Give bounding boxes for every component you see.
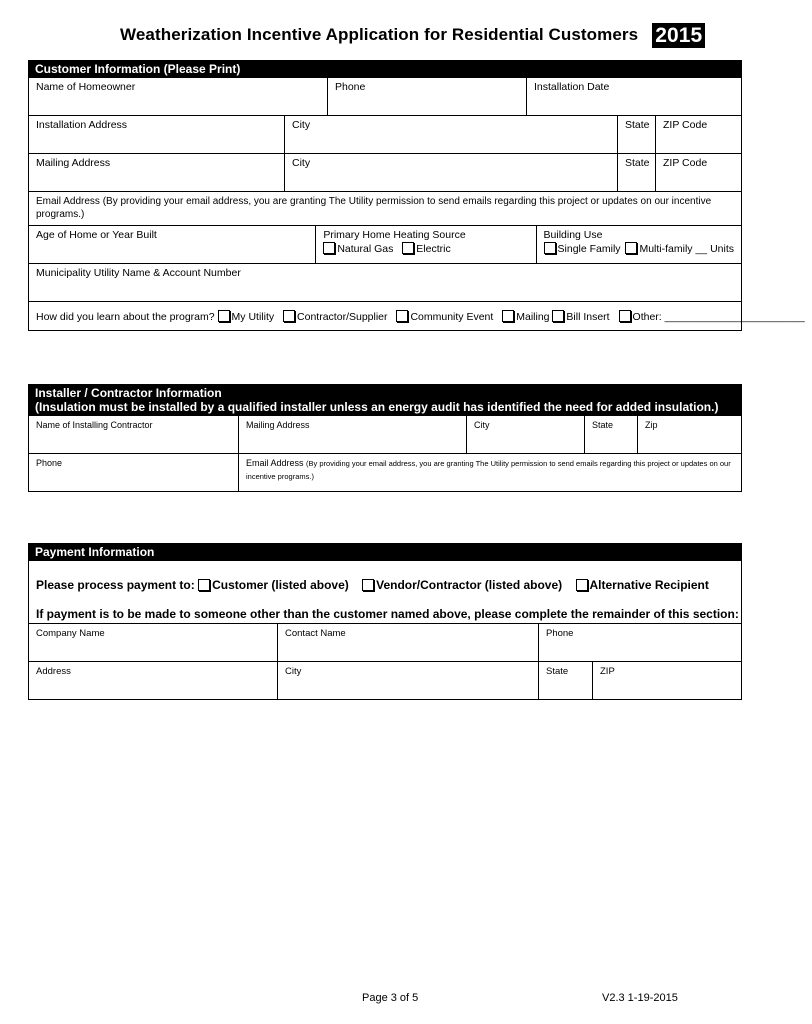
building-use-label: Building Use [543, 229, 603, 241]
my-utility-label: My Utility [231, 311, 275, 323]
customer-section-header: Customer Information (Please Print) [28, 60, 742, 78]
installation-date-label: Installation Date [534, 81, 610, 93]
single-family-label: Single Family [557, 243, 621, 255]
vendor-payment-checkbox[interactable] [362, 579, 374, 591]
installer-state-label: State [592, 420, 614, 430]
mailing-label: Mailing [516, 311, 550, 323]
payment-options-line [29, 561, 741, 592]
payment-address-field[interactable] [29, 662, 277, 699]
company-name-label: Company Name [36, 628, 105, 639]
municipality-label: Municipality Utility Name & Account Number [36, 267, 241, 279]
page-number: Page 3 of 5 [362, 992, 419, 1004]
contact-name-field[interactable] [277, 624, 538, 661]
name-of-homeowner-field[interactable] [29, 78, 327, 115]
multi-family-label: Multi-family __ Units [639, 243, 734, 255]
age-of-home-field[interactable] [29, 226, 315, 263]
contractor-supplier-label: Contractor/Supplier [297, 311, 388, 323]
mailing-city-field[interactable] [284, 154, 617, 191]
payment-state-label: State [546, 666, 569, 677]
installer-form-box [28, 416, 742, 492]
installation-date-field[interactable] [526, 78, 741, 115]
customer-row-1 [29, 78, 741, 115]
payment-zip-label: ZIP [600, 666, 615, 677]
installer-header-line1: Installer / Contractor Information [35, 386, 222, 400]
payment-city-label: City [285, 666, 302, 677]
other-checkbox[interactable] [619, 310, 631, 322]
mailing-zip-label: ZIP Code [663, 157, 708, 169]
installer-state-field[interactable] [584, 416, 637, 453]
process-payment-prompt: Please process payment to: [36, 578, 195, 592]
installer-mailing-address-field[interactable] [238, 416, 466, 453]
alternative-recipient-checkbox[interactable] [576, 579, 588, 591]
customer-payment-checkbox[interactable] [198, 579, 210, 591]
phone-field[interactable] [327, 78, 526, 115]
payment-row-2 [29, 661, 741, 699]
mailing-address-field[interactable] [29, 154, 284, 191]
installer-email-label: Email Address [246, 458, 304, 468]
installation-zip-label: ZIP Code [663, 119, 708, 131]
company-name-field[interactable] [29, 624, 277, 661]
phone-label: Phone [335, 81, 366, 93]
customer-form-box [28, 78, 805, 331]
learn-about-prompt: How did you learn about the program? [36, 311, 215, 323]
customer-row-6 [29, 263, 741, 301]
installation-zip-field[interactable] [655, 116, 741, 153]
installer-city-field[interactable] [466, 416, 584, 453]
email-address-field[interactable] [29, 192, 741, 225]
installation-address-label: Installation Address [36, 119, 128, 131]
installer-header-line2: (Insulation must be installed by a qualified installer unless an energy audit has identified the need for added insulation.) [35, 400, 719, 414]
learn-about-field [29, 302, 812, 330]
customer-row-5 [29, 225, 741, 263]
multi-family-checkbox[interactable] [625, 242, 637, 254]
installation-address-field[interactable] [29, 116, 284, 153]
customer-row-7 [29, 301, 805, 330]
installer-section [28, 384, 742, 492]
mailing-address-label: Mailing Address [36, 157, 111, 169]
heating-source-label: Primary Home Heating Source [323, 229, 466, 241]
installer-section-header [28, 384, 742, 416]
installer-mailing-address-label: Mailing Address [246, 420, 310, 430]
other-label[interactable]: Other: ________________________ [632, 311, 805, 323]
installer-zip-field[interactable] [637, 416, 741, 453]
payment-instruction: If payment is to be made to someone other than the customer named above, please complete the remainder of this section: [36, 607, 739, 621]
installer-email-field[interactable] [238, 454, 741, 491]
installer-phone-label: Phone [36, 458, 63, 468]
payment-options-area [28, 561, 742, 623]
my-utility-checkbox[interactable] [218, 310, 230, 322]
payment-state-field[interactable] [538, 662, 592, 699]
installer-email-note: (By providing your email address, you are granting The Utility permission to send emails regarding this project or updates on our incentive programs.) [246, 459, 731, 481]
payment-address-label: Address [36, 666, 71, 677]
bill-insert-label: Bill Insert [566, 311, 610, 323]
installer-row-2 [29, 453, 741, 491]
title-text: Weatherization Incentive Application for Residential Customers [120, 25, 639, 44]
payment-city-field[interactable] [277, 662, 538, 699]
version-label: V2.3 1-19-2015 [602, 992, 678, 1004]
heating-source-field [315, 226, 535, 263]
installation-city-label: City [292, 119, 311, 131]
payment-section [28, 543, 742, 700]
installing-contractor-label: Name of Installing Contractor [36, 420, 153, 430]
single-family-checkbox[interactable] [544, 242, 556, 254]
installer-phone-field[interactable] [29, 454, 238, 491]
installer-city-label: City [474, 420, 490, 430]
mailing-city-label: City [292, 157, 311, 169]
community-event-checkbox[interactable] [396, 310, 408, 322]
payment-phone-field[interactable] [538, 624, 741, 661]
installation-state-field[interactable] [617, 116, 655, 153]
municipality-field[interactable] [29, 264, 741, 301]
customer-row-3 [29, 153, 741, 191]
installation-state-label: State [625, 119, 650, 131]
customer-payment-label: Customer (listed above) [212, 578, 349, 592]
payment-zip-field[interactable] [592, 662, 741, 699]
installation-city-field[interactable] [284, 116, 617, 153]
mailing-state-label: State [625, 157, 650, 169]
installer-row-1 [29, 416, 741, 453]
electric-checkbox[interactable] [402, 242, 414, 254]
mailing-state-field[interactable] [617, 154, 655, 191]
installing-contractor-field[interactable] [29, 416, 238, 453]
age-of-home-label: Age of Home or Year Built [36, 229, 157, 241]
customer-row-2 [29, 115, 741, 153]
name-of-homeowner-label: Name of Homeowner [36, 81, 136, 93]
vendor-payment-label: Vendor/Contractor (listed above) [376, 578, 563, 592]
mailing-zip-field[interactable] [655, 154, 741, 191]
page-title [120, 22, 705, 48]
payment-form-box [28, 623, 742, 700]
year-badge: 2015 [652, 23, 705, 48]
contact-name-label: Contact Name [285, 628, 346, 639]
payment-row-1 [29, 624, 741, 661]
bill-insert-checkbox[interactable] [552, 310, 564, 322]
customer-section [28, 60, 805, 331]
alternative-recipient-label: Alternative Recipient [589, 578, 709, 592]
email-address-label: Email Address (By providing your email address, you are granting The Utility permission to send emails regarding this project or updates on our incentive programs.) [36, 196, 712, 220]
installer-zip-label: Zip [645, 420, 658, 430]
customer-row-4 [29, 191, 741, 225]
mailing-checkbox[interactable] [502, 310, 514, 322]
payment-phone-label: Phone [546, 628, 574, 639]
community-event-label: Community Event [410, 311, 494, 323]
contractor-supplier-checkbox[interactable] [283, 310, 295, 322]
natural-gas-label: Natural Gas [337, 243, 394, 255]
electric-label: Electric [416, 243, 451, 255]
natural-gas-checkbox[interactable] [323, 242, 335, 254]
payment-section-header: Payment Information [28, 543, 742, 561]
building-use-field [536, 226, 741, 263]
